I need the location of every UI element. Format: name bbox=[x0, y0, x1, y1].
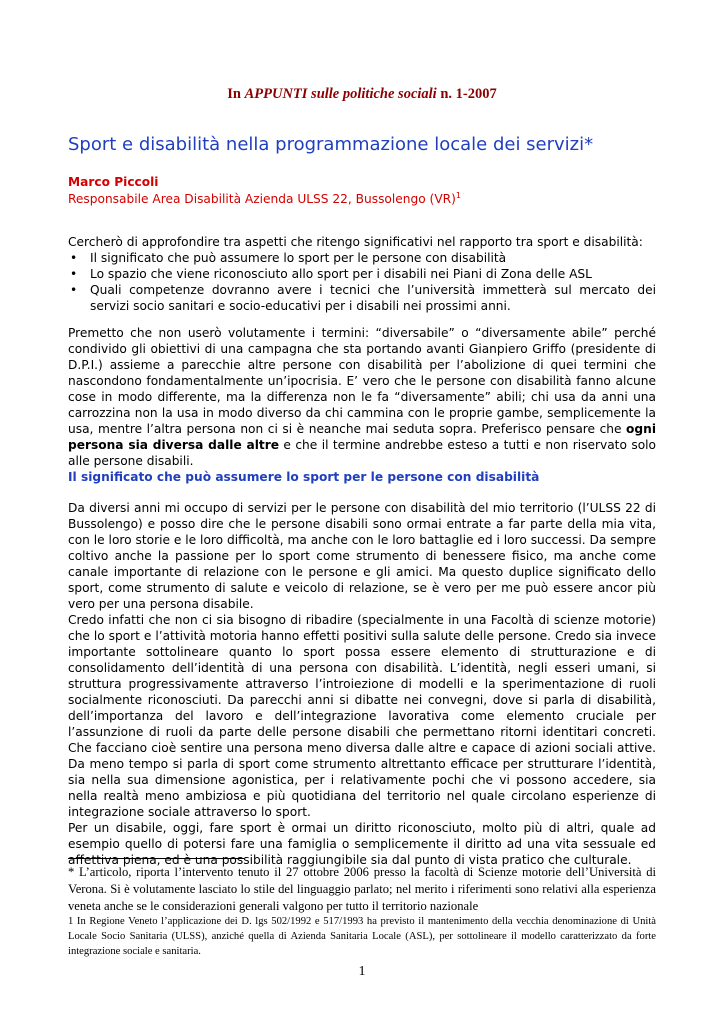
list-item bbox=[68, 250, 656, 266]
publication-header bbox=[68, 86, 656, 103]
footnote-ref-1[interactable]: 1 bbox=[455, 191, 461, 200]
author-affiliation bbox=[68, 191, 461, 206]
footnote-separator bbox=[68, 858, 244, 859]
footnote-star: * L’articolo, riporta l’intervento tenuto il 27 ottobre 2006 presso la facoltà di Scienze motorie dell’Università di Verona. Si è volutamente lasciato lo stile del linguaggio parlato; nel merito i riferimenti sono relativi alla esperienza veneta anche se le considerazioni generali valgono per tutto il territorio nazionale bbox=[68, 865, 656, 913]
list-item bbox=[68, 266, 656, 282]
premise-paragraph bbox=[68, 325, 656, 469]
bullet-icon: • bbox=[70, 283, 78, 297]
header-issue: n. 1-2007 bbox=[436, 86, 497, 102]
affiliation-text: Responsabile Area Disabilità Azienda ULSS 22, Bussolengo (VR) bbox=[68, 192, 456, 207]
author-name: Marco Piccoli bbox=[68, 175, 159, 189]
list-item-text: Il significato che può assumere lo sport per le persone con disabilità bbox=[90, 251, 507, 265]
page-number: 1 bbox=[358, 964, 366, 979]
article-title: Sport e disabilità nella programmazione locale dei servizi* bbox=[68, 134, 594, 155]
premise-emphasis: ogni persona sia diversa dalle altre bbox=[68, 422, 656, 452]
premise-text: Premetto che non userò volutamente i termini: “diversabile” o “diversamente abile” perché condivido gli obiettivi di una campagna che sta portando avanti Gianpiero Griffo (presidente di D.P.I.) assieme a parecchie altre persone con disabilità per l’abolizione di quei termini che nascondono fondamentalmente un’ipocrisia. E’ vero che le persone con disabilità fanno alcune cose in modo differente, ma la differenza non le fa “diversamente” abili; chi usa da anni una carrozzina non la usa in modo diverso da chi cammina con le proprie gambe, semplicemente la usa, mentre l’altra persona non ci si è neanche mai seduta sopra. Preferisco pensare che bbox=[68, 326, 656, 436]
section-body bbox=[68, 500, 656, 868]
topics-list bbox=[68, 250, 656, 314]
list-item-text: Lo spazio che viene riconosciuto allo sport per i disabili nei Piani di Zona delle ASL bbox=[90, 267, 592, 281]
body-paragraph: Credo infatti che non ci sia bisogno di ribadire (specialmente in una Facoltà di scienze motorie) che lo sport e l’attività motoria hanno effetti positivi sulla salute delle persone. Credo sia invece importante sottolineare quanto lo sport possa essere elemento di strutturazione e di consolidamento dell’identità di una persona con disabilità. L’identità, negli esseri umani, si struttura progressivamente attraverso l’introiezione di modelli e la sperimentazione di ruoli socialmente riconosciuti. Da parecchi anni si dibatte nei convegni, dove si parla di disabilità, dell’importanza del lavoro e dell’integrazione lavorativa come elemento cruciale per l’assunzione di ruoli da parte delle persone disabili che permettano ritorni identitari concreti. Che facciano cioè sentire una persona meno diversa dalle altre e capace di azioni sociali attive. Da meno tempo si parla di sport come strumento altrettanto efficace per strutturare l’identità, sia nella sua dimensione agonistica, per i relativamente pochi che vi possono accedere, sia nella realtà meno ambiziosa e più quotidiana del territorio nel quale circolano esperienze di integrazione sociale attraverso lo sport. bbox=[68, 613, 656, 819]
list-item bbox=[68, 282, 656, 314]
journal-name: APPUNTI sulle politiche sociali bbox=[244, 86, 437, 102]
list-item-text: Quali competenze dovranno avere i tecnici che l’università immetterà sul mercato dei servizi socio sanitari e socio-educativi per i disabili nei prossimi anni. bbox=[90, 283, 656, 313]
section-heading: Il significato che può assumere lo sport per le persone con disabilità bbox=[68, 470, 540, 484]
footnote-1: 1 In Regione Veneto l’applicazione dei D. lgs 502/1992 e 517/1993 ha previsto il mantenimento della vecchia denominazione di Unità Locale Socio Sanitaria (ULSS), anziché quella di Azienda Sanitaria Locale (ASL), per sottolineare il modello caratterizzato da forte integrazione sociale e sanitaria. bbox=[68, 916, 656, 957]
header-prefix: In bbox=[227, 86, 245, 102]
body-paragraph: Per un disabile, oggi, fare sport è ormai un diritto riconosciuto, molto più di altri, quale ad esempio quello di potersi fare una famiglia o semplicemente il diritto ad una vita sessuale ed affettiva piena, ed è una possibilità raggiungibile sia dal punto di vista pratico che culturale. bbox=[68, 821, 656, 867]
premise-text-end: e che il termine andrebbe esteso a tutti e non riservato solo alle persone disabili. bbox=[68, 438, 656, 468]
bullet-icon: • bbox=[70, 267, 78, 281]
intro-paragraph: Cercherò di approfondire tra aspetti che ritengo significativi nel rapporto tra sport e disabilità: bbox=[68, 235, 643, 249]
body-paragraph: Da diversi anni mi occupo di servizi per le persone con disabilità del mio territorio (l’ULSS 22 di Bussolengo) e posso dire che le persone disabili sono ormai entrate a far parte della mia vita, con le loro storie e le loro difficoltà, ma anche con le loro battaglie ed i loro successi. Da sempre coltivo anche la passione per lo sport come strumento di benessere fisico, ma anche come canale importante di relazione con le persone e gli amici. Ma questo duplice significato dello sport, come strumento di salute e veicolo di relazione, se è vero per me può essere ancor più vero per una persona disabile. bbox=[68, 501, 656, 611]
bullet-icon: • bbox=[70, 251, 78, 265]
